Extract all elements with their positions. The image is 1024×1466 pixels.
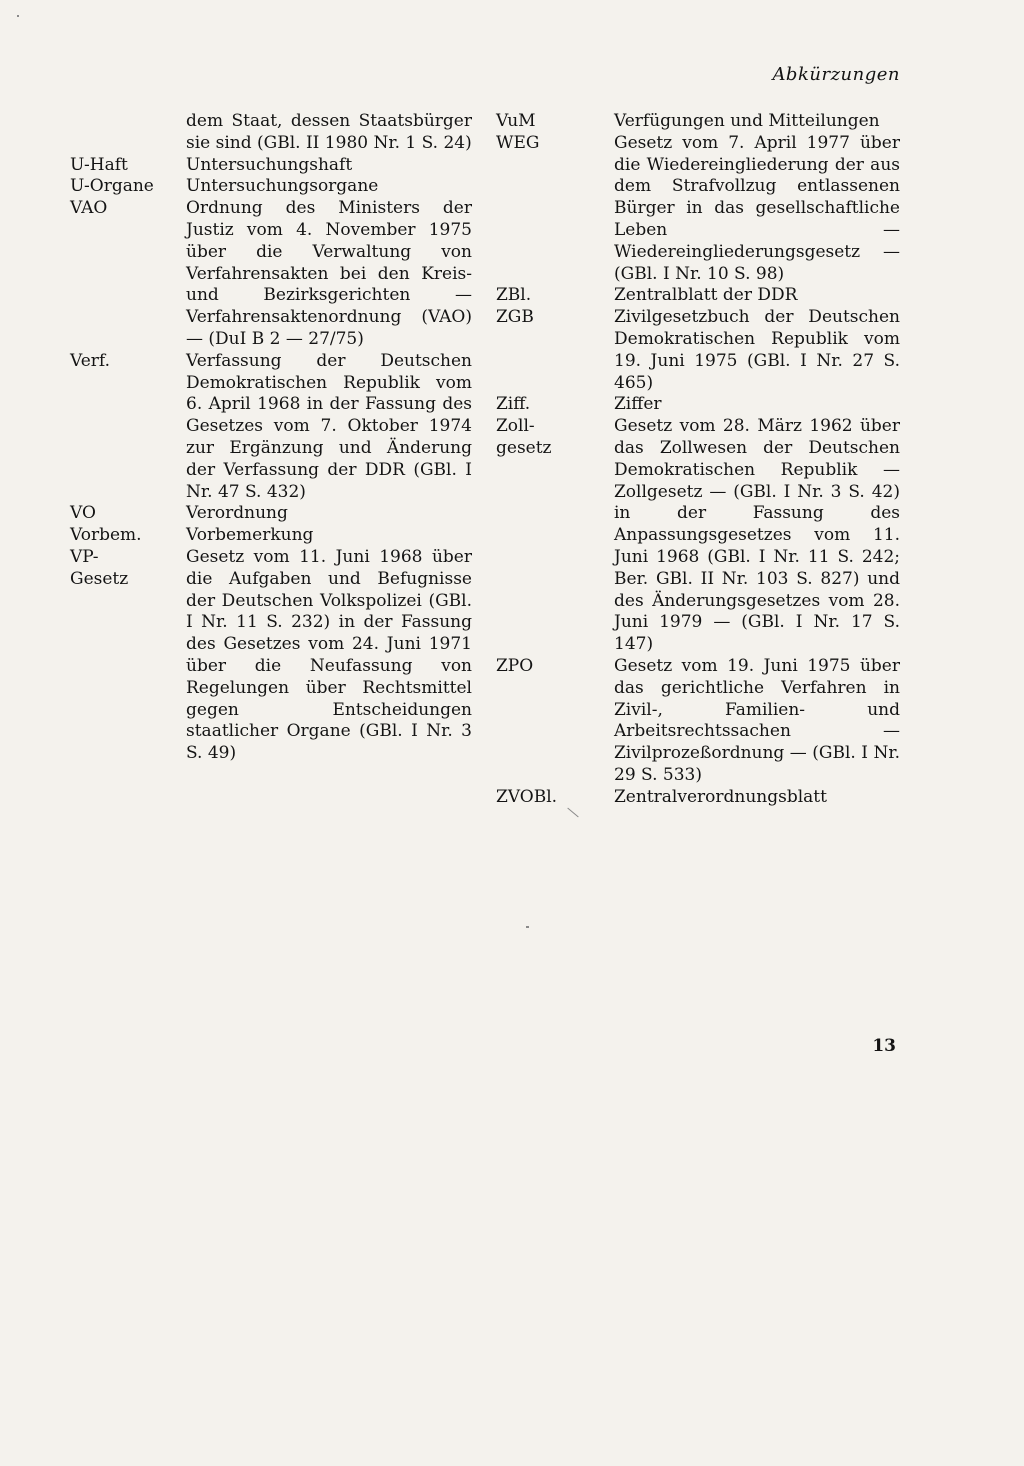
abbreviation-term: VuM bbox=[496, 111, 536, 131]
abbreviation-entry bbox=[70, 155, 472, 177]
page-number: 13 bbox=[872, 1036, 896, 1056]
abbreviation-entry bbox=[496, 307, 900, 394]
abbreviation-term: ZBl. bbox=[496, 285, 532, 306]
abbreviation-entry bbox=[496, 787, 900, 809]
abbreviation-term: WEG bbox=[496, 132, 540, 153]
abbreviation-term: Vorbem. bbox=[70, 525, 142, 546]
abbreviation-term: Ziff. bbox=[496, 394, 531, 415]
abbreviation-definition: Zentralblatt der DDR bbox=[614, 285, 798, 306]
abbreviation-definition: Gesetz vom 11. Juni 1968 über die Aufgaben und Befugnisse der Deutschen Volkspolizei (GBl. I Nr. 11 S. 232) in der Fassung des Gesetzes vom 24. Juni 1971 über die Neufassung von Regelungen über Rechtsmittel gegen Entscheidungen staatlicher Organe (GBl. I Nr. 3 S. 49) bbox=[186, 546, 472, 764]
abbreviation-definition: Verordnung bbox=[186, 503, 288, 524]
abbreviation-term: U-Organe bbox=[70, 176, 154, 197]
abbreviation-definition: Zivilgesetzbuch der Deutschen Demokratischen Republik vom 19. Juni 1975 (GBl. I Nr. 27 S. 465) bbox=[614, 307, 900, 393]
abbreviation-definition: Zentralverordnungsblatt bbox=[614, 786, 827, 807]
abbreviation-entry bbox=[496, 111, 900, 133]
scan-speck bbox=[567, 808, 578, 818]
abbreviation-definition: Verfassung der Deutschen Demokratischen Republik vom 6. April 1968 in der Fassung des Gesetzes vom 7. Oktober 1974 zur Ergänzung und Änderung der Verfassung der DDR (GBl. I Nr. 47 S. 432) bbox=[186, 350, 472, 502]
abbreviation-entry bbox=[70, 525, 472, 547]
abbreviation-term: Verf. bbox=[70, 350, 110, 371]
running-header: Abkürzungen bbox=[772, 64, 900, 85]
abbreviation-entry bbox=[496, 656, 900, 787]
abbreviation-entry bbox=[70, 111, 472, 155]
abbreviation-definition: Verfügungen und Mitteilungen bbox=[614, 111, 880, 131]
abbreviation-term: ZPO bbox=[496, 655, 534, 676]
abbreviation-entry bbox=[496, 416, 900, 656]
abbreviation-definition: Untersuchungshaft bbox=[186, 154, 353, 175]
abbreviation-definition: dem Staat, dessen Staatsbürger sie sind (GBl. II 1980 Nr. 1 S. 24) bbox=[186, 111, 472, 153]
abbreviation-definition: Ordnung des Ministers der Justiz vom 4. November 1975 über die Verwaltung von Verfahrensakten bei den Kreis- und Bezirksgerichten — Verfahrensaktenordnung (VAO) — (DuI B 2 — 27/75) bbox=[186, 198, 472, 349]
scan-speck bbox=[17, 15, 19, 17]
abbreviation-definition: Gesetz vom 28. März 1962 über das Zollwesen der Deutschen Demokratischen Republik — Zollgesetz — (GBl. I Nr. 3 S. 42) in der Fassung des Anpassungsgesetzes vom 11. Juni 1968 (GBl. I Nr. 11 S. 242; Ber. GBl. II Nr. 103 S. 827) und des Änderungsgesetzes vom 28. Juni 1979 — (GBl. I Nr. 17 S. 147) bbox=[614, 416, 900, 655]
abbreviation-term: U-Haft bbox=[70, 154, 128, 175]
abbreviation-entry bbox=[496, 133, 900, 286]
abbreviation-entry bbox=[70, 503, 472, 525]
abbreviation-definition: Gesetz vom 7. April 1977 über die Wiedereingliederung der aus dem Strafvollzug entlassenen Bürger in das gesellschaftliche Leben — Wiedereingliederungsgesetz — (GBl. I Nr. 10 S. 98) bbox=[614, 132, 900, 284]
abbreviation-entry bbox=[70, 547, 472, 765]
abbreviation-term: VO bbox=[70, 503, 96, 524]
abbreviation-entry bbox=[70, 176, 472, 198]
abbreviation-definition: Gesetz vom 19. Juni 1975 über das gerichtliche Verfahren in Zivil-, Familien- und Arbeitsrechtssachen — Zivilprozeßordnung — (GBl. I Nr. 29 S. 533) bbox=[614, 655, 900, 785]
abbreviation-term: VP- Gesetz bbox=[70, 546, 129, 589]
abbreviation-term: ZGB bbox=[496, 307, 534, 328]
abbreviation-entry bbox=[70, 351, 472, 504]
abbreviation-term: VAO bbox=[70, 198, 108, 219]
abbreviation-definition: Vorbemerkung bbox=[186, 525, 314, 546]
abbreviation-entry bbox=[496, 394, 900, 416]
left-column bbox=[70, 111, 472, 765]
abbreviation-definition: Untersuchungsorgane bbox=[186, 176, 379, 197]
abbreviation-definition: Ziffer bbox=[614, 394, 662, 415]
scan-speck bbox=[526, 926, 529, 928]
right-column bbox=[496, 111, 900, 809]
abbreviation-term: Zoll- gesetz bbox=[496, 416, 552, 458]
abbreviation-entry bbox=[496, 285, 900, 307]
abbreviation-entry bbox=[70, 198, 472, 351]
abbreviation-term: ZVOBl. bbox=[496, 786, 558, 807]
